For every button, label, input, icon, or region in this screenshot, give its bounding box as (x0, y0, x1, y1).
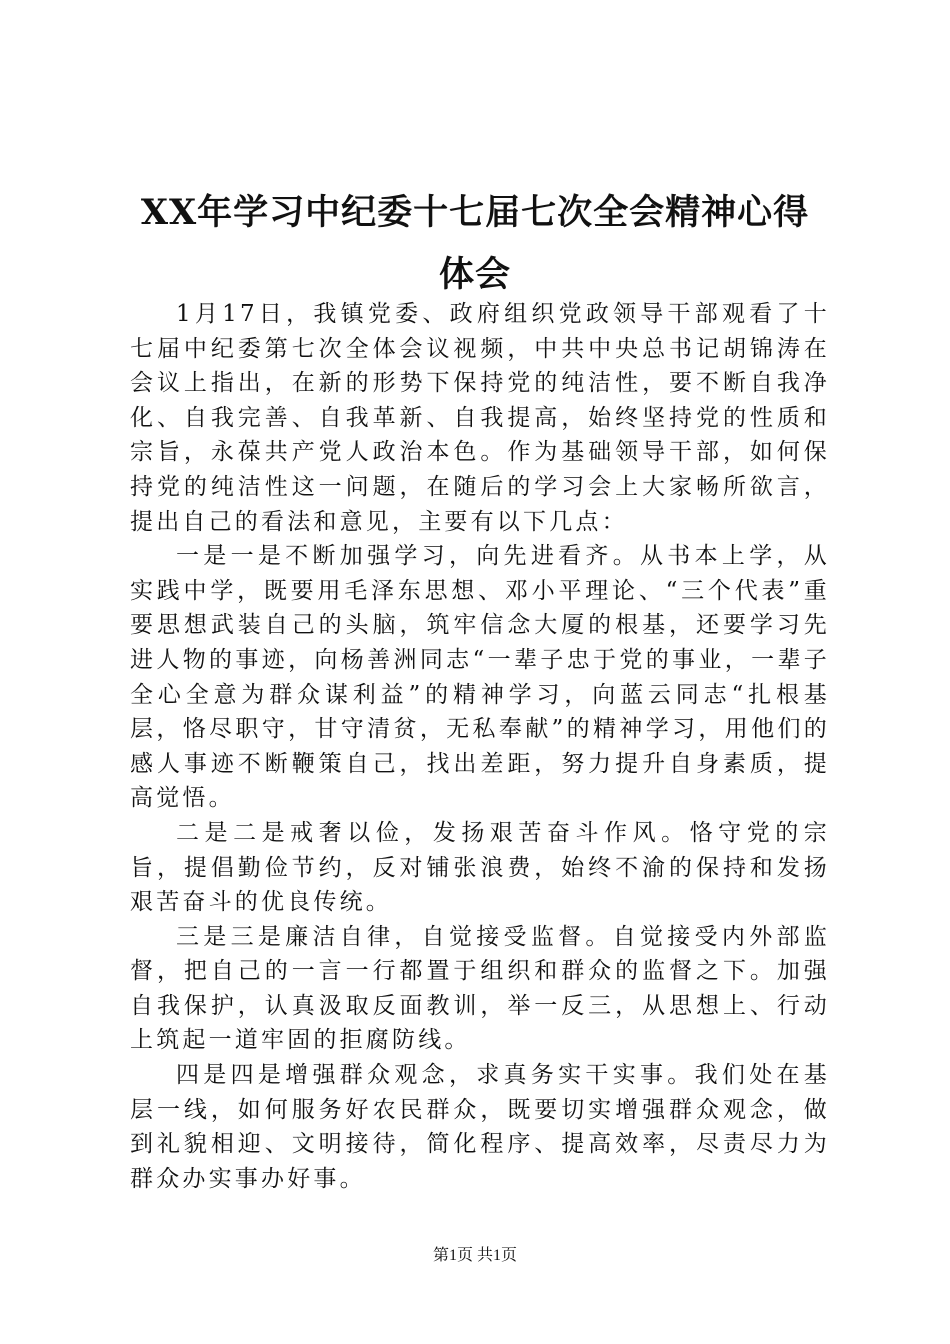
page-footer (0, 1244, 950, 1268)
page-number: 第1页 共1页 (432, 1247, 517, 1264)
document-title: XX年学习中纪委十七届七次全会精神心得体会 (140, 192, 810, 295)
paragraph-point-1: 一是一是不断加强学习，向先进看齐。从书本上学，从实践中学，既要用毛泽东思想、邓小平理论、“三个代表”重要思想武装自己的头脑，筑牢信念大厦的根基，还要学习先进人物的事迹，向杨善洲同志“一辈子忠于党的事业，一辈子全心全意为群众谋利益”的精神学习，向蓝云同志“扎根基层，恪尽职守，甘守清贫，无私奉献”的精神学习，用他们的感人事迹不断鞭策自己，找出差距，努力提升自身素质，提高觉悟。 (130, 543, 830, 812)
paragraph-point-2: 二是二是戒奢以俭，发扬艰苦奋斗作风。恪守党的宗旨，提倡勤俭节约，反对铺张浪费，始终不渝的保持和发扬艰苦奋斗的优良传统。 (130, 819, 830, 916)
paragraph-point-4: 四是四是增强群众观念，求真务实干实事。我们处在基层一线，如何服务好农民群众，既要切实增强群众观念，做到礼貌相迎、文明接待，简化程序、提高效率，尽责尽力为群众办实事办好事。 (130, 1062, 830, 1192)
paragraph-point-3: 三是三是廉洁自律，自觉接受监督。自觉接受内外部监督，把自己的一言一行都置于组织和群众的监督之下。加强自我保护，认真汲取反面教训，举一反三，从思想上、行动上筑起一道牢固的拒腐防线。 (130, 923, 830, 1054)
document-body (130, 297, 830, 1196)
paragraph-intro: 1月17日，我镇党委、政府组织党政领导干部观看了十七届中纪委第七次全体会议视频，中共中央总书记胡锦涛在会议上指出，在新的形势下保持党的纯洁性，要不断自我净化、自我完善、自我革新、自我提高，始终坚持党的性质和宗旨，永葆共产党人政治本色。作为基础领导干部，如何保持党的纯洁性这一问题，在随后的学习会上大家畅所欲言，提出自己的看法和意见，主要有以下几点： (130, 301, 830, 535)
